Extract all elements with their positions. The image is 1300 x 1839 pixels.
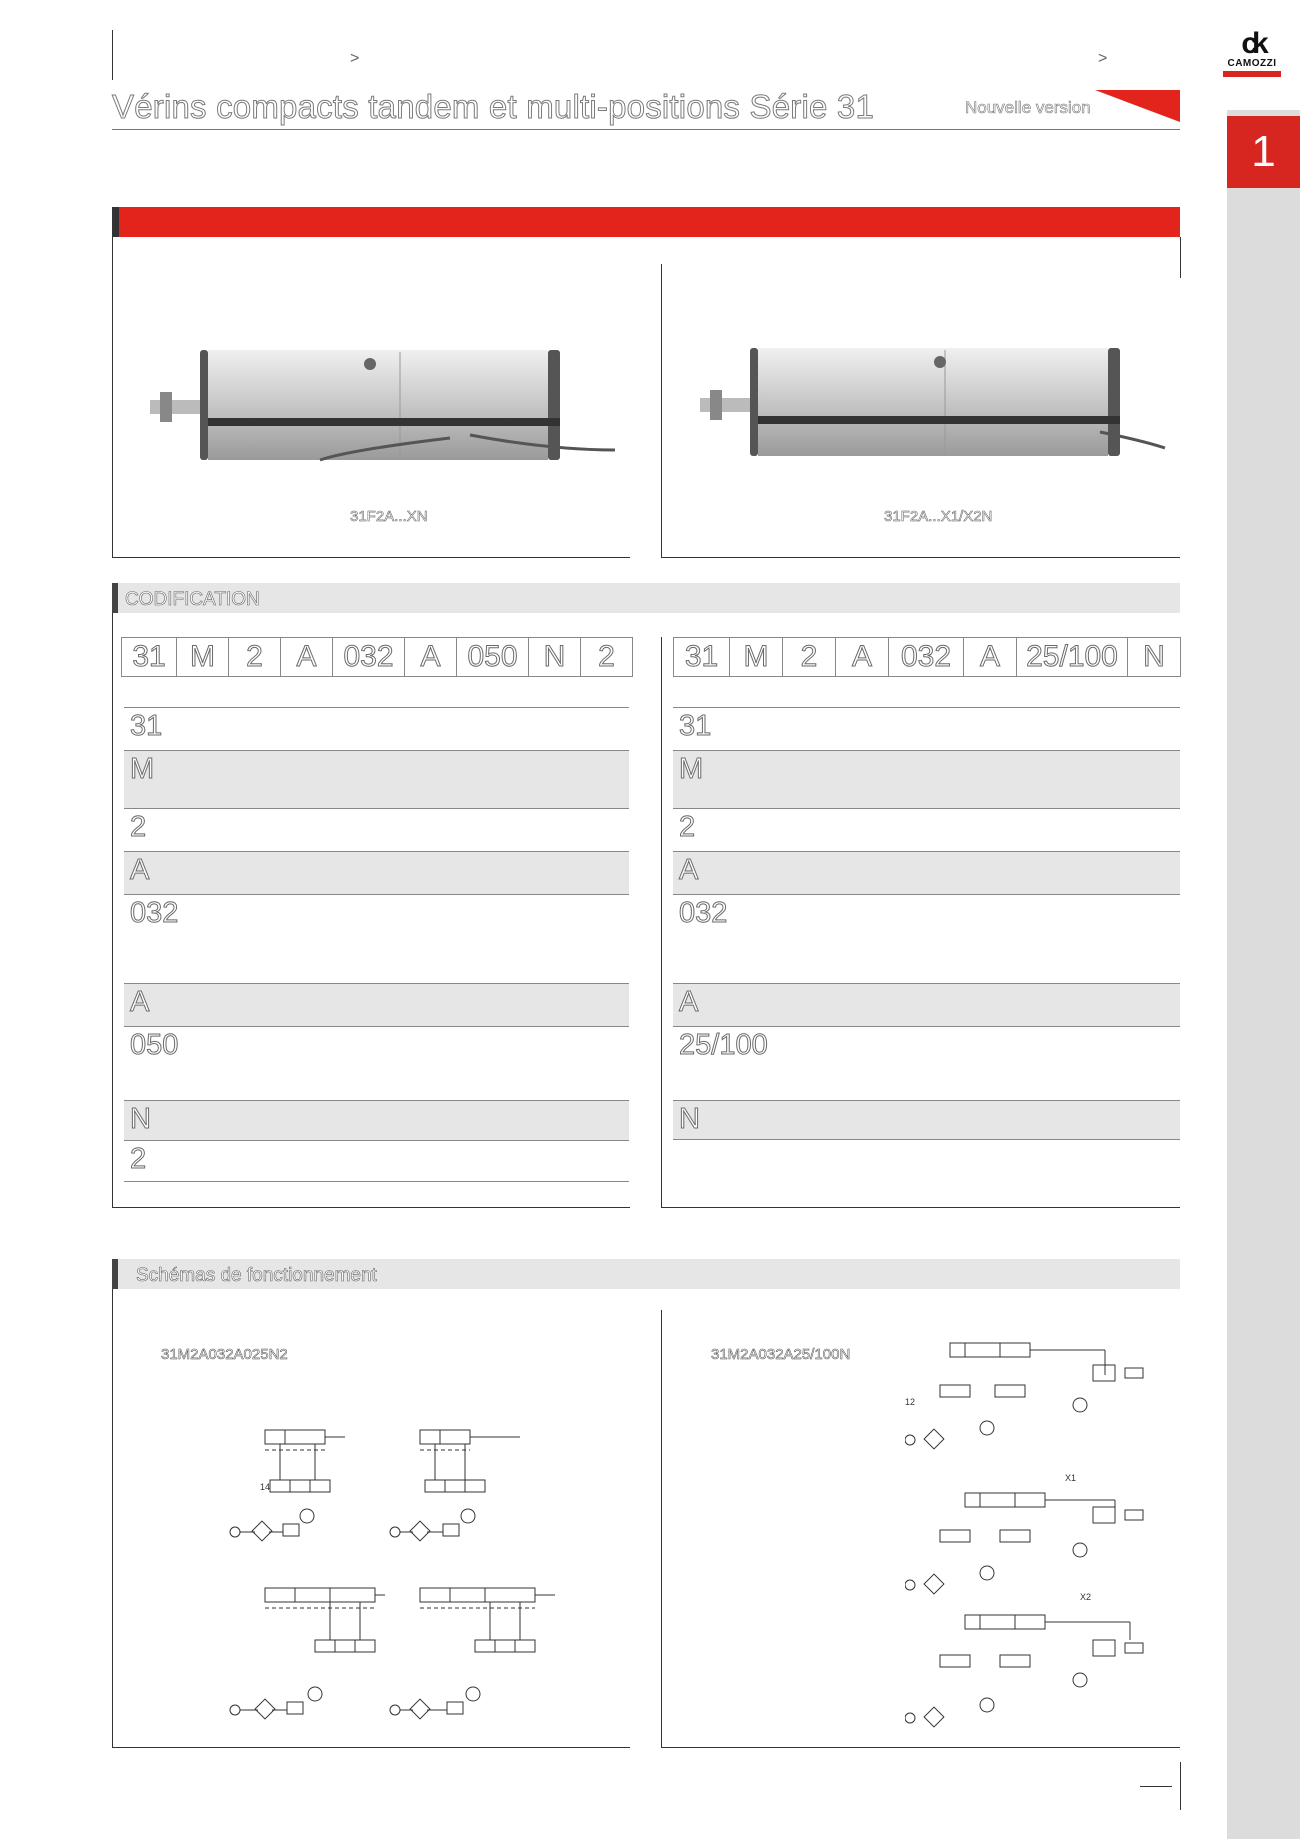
codification-row: N	[673, 1100, 1180, 1140]
codification-row: 25/100	[673, 1026, 1180, 1100]
code-cell: 032	[888, 638, 963, 676]
breadcrumb-separator: >	[1098, 50, 1108, 67]
svg-text:12: 12	[905, 1397, 916, 1407]
code-cell: M	[176, 638, 228, 676]
code-cell: A	[963, 638, 1016, 676]
codification-row: A	[673, 983, 1180, 1026]
new-version-badge: Nouvelle version	[965, 98, 1091, 117]
svg-text:X2: X2	[1080, 1592, 1092, 1602]
codification-row: 032	[673, 894, 1180, 983]
codification-row: N	[124, 1100, 629, 1140]
schema-caption-left: 31M2A032A025N2	[161, 1346, 288, 1363]
codification-row: 050	[124, 1026, 629, 1100]
codification-row: M	[124, 750, 629, 808]
footer-dash	[1140, 1786, 1172, 1787]
title-underline	[112, 129, 1180, 130]
code-cell: N	[1127, 638, 1181, 676]
codification-row: 2	[124, 808, 629, 851]
schema-caption-right: 31M2A032A25/100N	[711, 1346, 851, 1363]
code-cell: M	[729, 638, 782, 676]
code-cell: N	[528, 638, 580, 676]
cylinder-photo-x1-x2n	[700, 340, 1170, 480]
section-red-band	[112, 207, 1180, 237]
codification-row: 2	[124, 1140, 629, 1182]
codification-header: CODIFICATION	[112, 583, 1180, 613]
code-cell: 050	[456, 638, 528, 676]
codification-row: M	[673, 750, 1180, 808]
page-title: Vérins compacts tandem et multi-positions Série 31	[112, 88, 875, 125]
chapter-tab-strip	[1227, 110, 1300, 1839]
codification-row: A	[673, 851, 1180, 894]
product-caption-x1-x2n: 31F2A...X1/X2N	[884, 508, 993, 525]
code-cell: 25/100	[1016, 638, 1127, 676]
codification-row: A	[124, 851, 629, 894]
cylinder-photo-xn	[150, 340, 620, 480]
pneumatic-schematic-right	[905, 1335, 1145, 1735]
chapter-tab[interactable]: 1	[1227, 116, 1300, 188]
schemas-header: Schémas de fonctionnement	[112, 1259, 1180, 1289]
code-cell: 2	[580, 638, 633, 676]
svg-text:14: 14	[260, 1482, 271, 1492]
codification-row: 2	[673, 808, 1180, 851]
code-strip-right	[673, 637, 1181, 677]
camozzi-logo: ck CAMOZZI	[1223, 30, 1281, 77]
new-version-flag	[1095, 90, 1180, 122]
code-cell: 2	[782, 638, 835, 676]
footer-divider	[1180, 1762, 1181, 1810]
code-cell: A	[280, 638, 332, 676]
pneumatic-schematic-left	[225, 1420, 565, 1740]
product-caption-xn: 31F2A...XN	[350, 508, 428, 525]
code-cell: 032	[332, 638, 404, 676]
code-cell: A	[404, 638, 456, 676]
code-cell: A	[835, 638, 888, 676]
codification-row: 31	[673, 707, 1180, 750]
code-cell: 31	[121, 638, 176, 676]
codification-row: A	[124, 983, 629, 1026]
codification-row: 31	[124, 707, 629, 750]
logo-mark-icon: ck	[1241, 27, 1263, 60]
svg-text:X1: X1	[1065, 1473, 1077, 1483]
header-divider	[112, 30, 113, 80]
code-cell: 31	[673, 638, 729, 676]
breadcrumb-separator: >	[350, 50, 360, 67]
codification-row: 032	[124, 894, 629, 983]
code-strip-left	[121, 637, 633, 677]
code-cell: 2	[228, 638, 280, 676]
